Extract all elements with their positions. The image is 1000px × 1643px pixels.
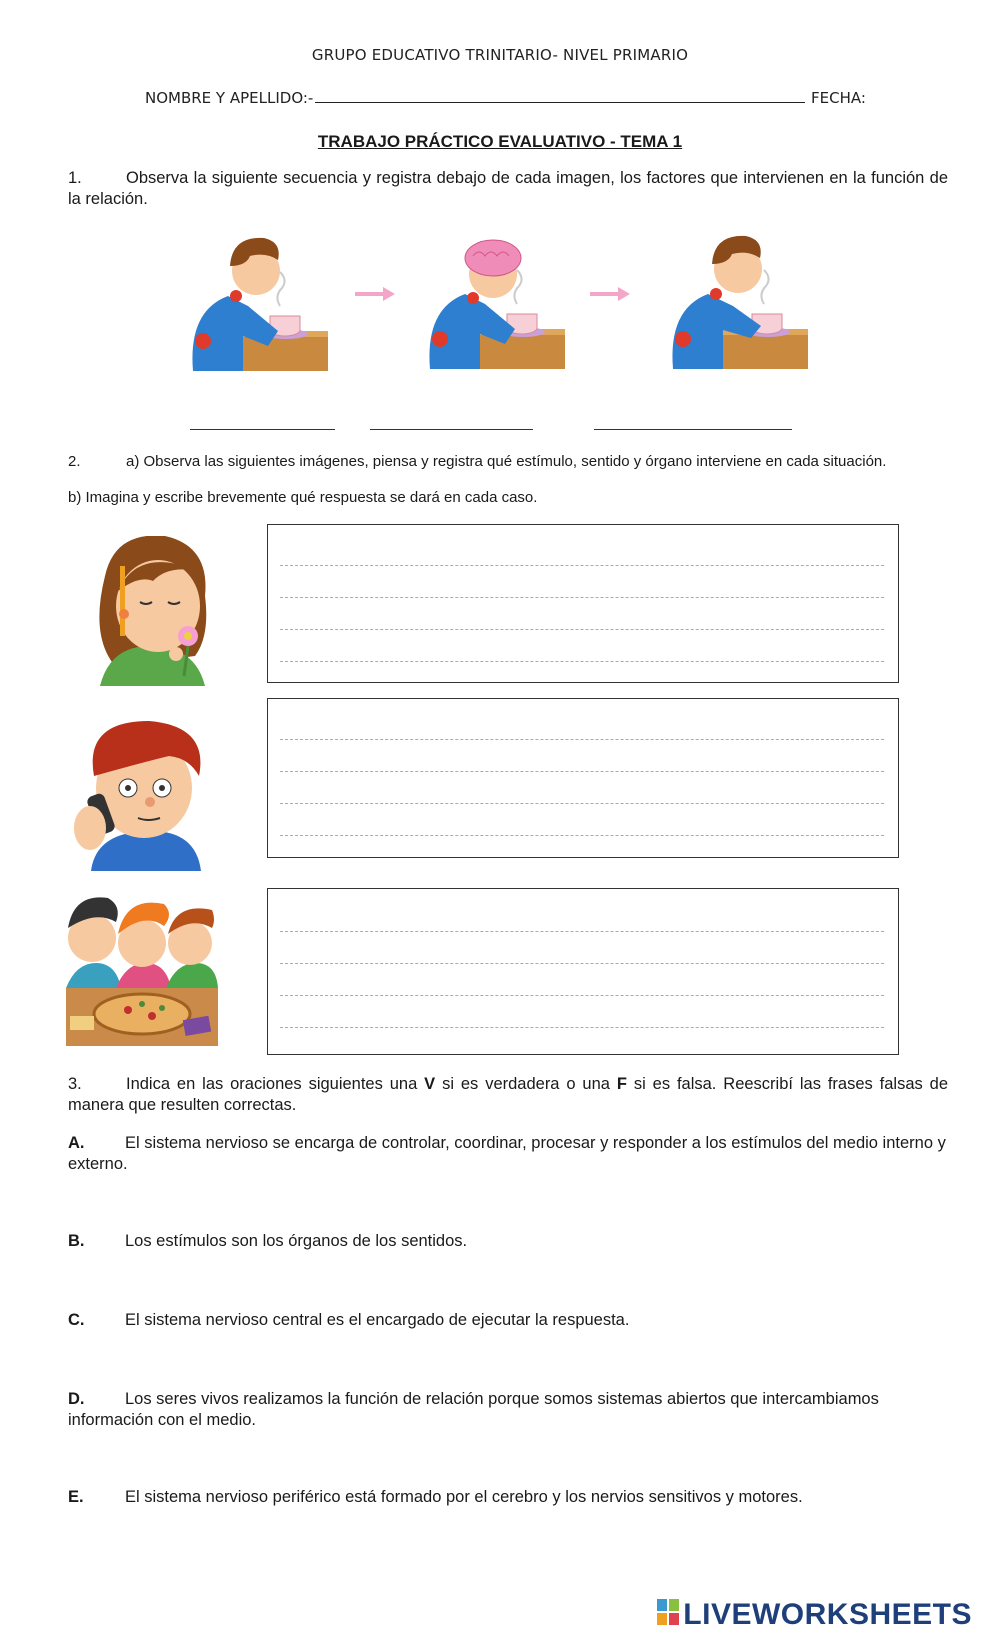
- arrow-icon: [590, 286, 632, 307]
- answer-box-3[interactable]: [267, 888, 899, 1055]
- question-text: Observa la siguiente secuencia y registra debajo de cada imagen, los factores que intervienen en la función de la relación.: [68, 169, 948, 208]
- statement-e: E. El sistema nervioso periférico está formado por el cerebro y los nervios sensitivos y motores.: [68, 1488, 803, 1506]
- statement-b: B. Los estímulos son los órganos de los sentidos.: [68, 1232, 468, 1250]
- boy-brain-image: [425, 234, 565, 379]
- girl-smelling-flower-image: [80, 536, 225, 691]
- logo-icon: [657, 1599, 679, 1633]
- question-1: [68, 168, 948, 210]
- question-number: 2.: [68, 453, 81, 470]
- name-label: NOMBRE Y APELLIDO:-: [145, 89, 314, 107]
- page-title: TRABAJO PRÁCTICO EVALUATIVO - TEMA 1: [317, 132, 683, 151]
- question-2a: [68, 452, 948, 472]
- question-text: a) Observa las siguientes imágenes, piensa y registra qué estímulo, sentido y órgano interviene en cada situación.: [126, 453, 887, 470]
- boy-smelling-tea-image: [188, 236, 328, 381]
- answer-line[interactable]: [370, 428, 533, 430]
- question-2b: b) Imagina y escribe brevemente qué respuesta se dará en cada caso.: [68, 489, 538, 506]
- statement-c: C. El sistema nervioso central es el encargado de ejecutar la respuesta.: [68, 1311, 630, 1329]
- answer-box-1[interactable]: [267, 524, 899, 683]
- name-row: [145, 89, 885, 107]
- answer-box-2[interactable]: [267, 698, 899, 858]
- name-input-line[interactable]: [315, 89, 805, 103]
- statement-d: D. Los seres vivos realizamos la función de relación porque somos sistemas abiertos que intercambiamos información con el medio.: [68, 1390, 879, 1429]
- school-name: GRUPO EDUCATIVO TRINITARIO- NIVEL PRIMARIO: [311, 46, 689, 64]
- liveworksheets-logo: LIVEWORKSHEETS: [657, 1598, 972, 1633]
- kids-eating-pizza-image: [66, 888, 218, 1051]
- question-3: 3. Indica en las oraciones siguientes una V si es verdadera o una F si es falsa. Reescribí las frases falsas de manera que resulten correctas.: [68, 1075, 948, 1114]
- question-number: 1.: [68, 169, 82, 187]
- question-number: 3.: [68, 1075, 82, 1093]
- arrow-icon: [355, 286, 397, 307]
- boy-drinking-tea-image: [668, 234, 808, 379]
- answer-line[interactable]: [594, 428, 792, 430]
- statement-a: A. El sistema nervioso se encarga de controlar, coordinar, procesar y responder a los estímulos del medio interno y externo.: [68, 1134, 946, 1173]
- boy-on-phone-image: [66, 716, 206, 876]
- date-label: FECHA:: [811, 89, 866, 107]
- answer-line[interactable]: [190, 428, 335, 430]
